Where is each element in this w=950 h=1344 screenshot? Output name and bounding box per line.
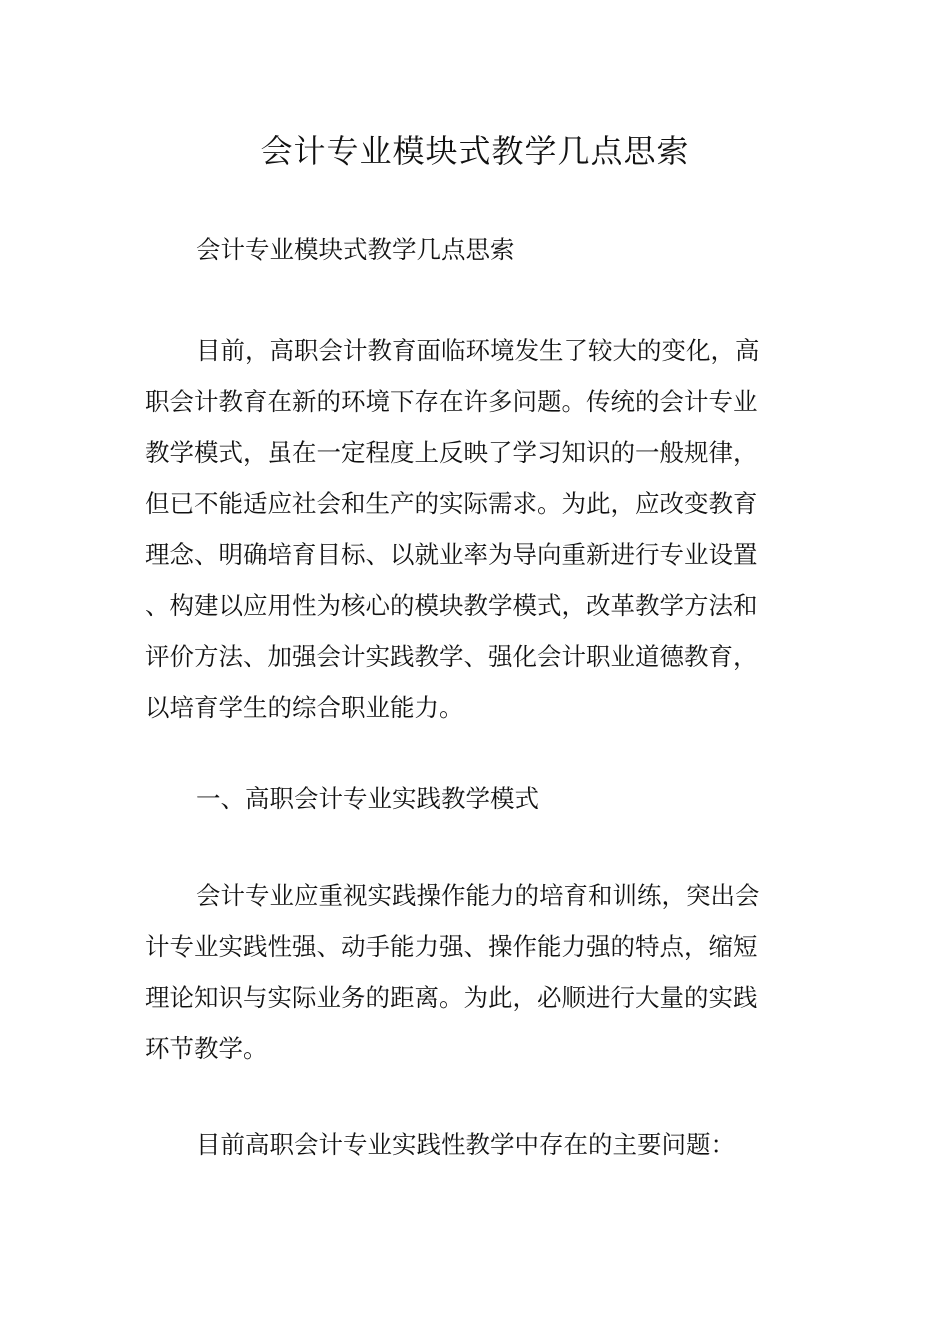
paragraph-line: 环节教学。 <box>145 1034 268 1063</box>
paragraph-line: 理念、明确培育目标、以就业率为导向重新进行专业设置 <box>145 540 758 569</box>
intro-paragraph <box>145 325 805 733</box>
paragraph-line: 计专业实践性强、动手能力强、操作能力强的特点，缩短 <box>145 932 758 961</box>
subtitle-line: 会计专业模块式教学几点思索 <box>196 235 515 264</box>
section-heading <box>145 773 805 824</box>
paragraph-line: 评价方法、加强会计实践教学、强化会计职业道德教育， <box>145 642 758 671</box>
document-subtitle <box>145 224 805 275</box>
paragraph-line: 理论知识与实际业务的距离。为此，必顺进行大量的实践 <box>145 983 758 1012</box>
paragraph-line: 、构建以应用性为核心的模块教学模式，改革教学方法和 <box>145 591 758 620</box>
paragraph-line: 教学模式，虽在一定程度上反映了学习知识的一般规律， <box>145 438 758 467</box>
paragraph-line: 以培育学生的综合职业能力。 <box>145 693 464 722</box>
paragraph-line: 目前高职会计专业实践性教学中存在的主要问题： <box>196 1130 735 1159</box>
paragraph-line: 但已不能适应社会和生产的实际需求。为此，应改变教育 <box>145 489 758 518</box>
document-title: 会计专业模块式教学几点思索 <box>260 132 690 170</box>
paragraph-line: 目前，高职会计教育面临环境发生了较大的变化，高 <box>196 336 760 365</box>
section-heading-text: 一、高职会计专业实践教学模式 <box>196 784 539 813</box>
section-paragraph <box>145 870 805 1074</box>
problems-lead-paragraph <box>145 1119 805 1170</box>
paragraph-line: 会计专业应重视实践操作能力的培育和训练，突出会 <box>196 881 760 910</box>
paragraph-line: 职会计教育在新的环境下存在许多问题。传统的会计专业 <box>145 387 758 416</box>
